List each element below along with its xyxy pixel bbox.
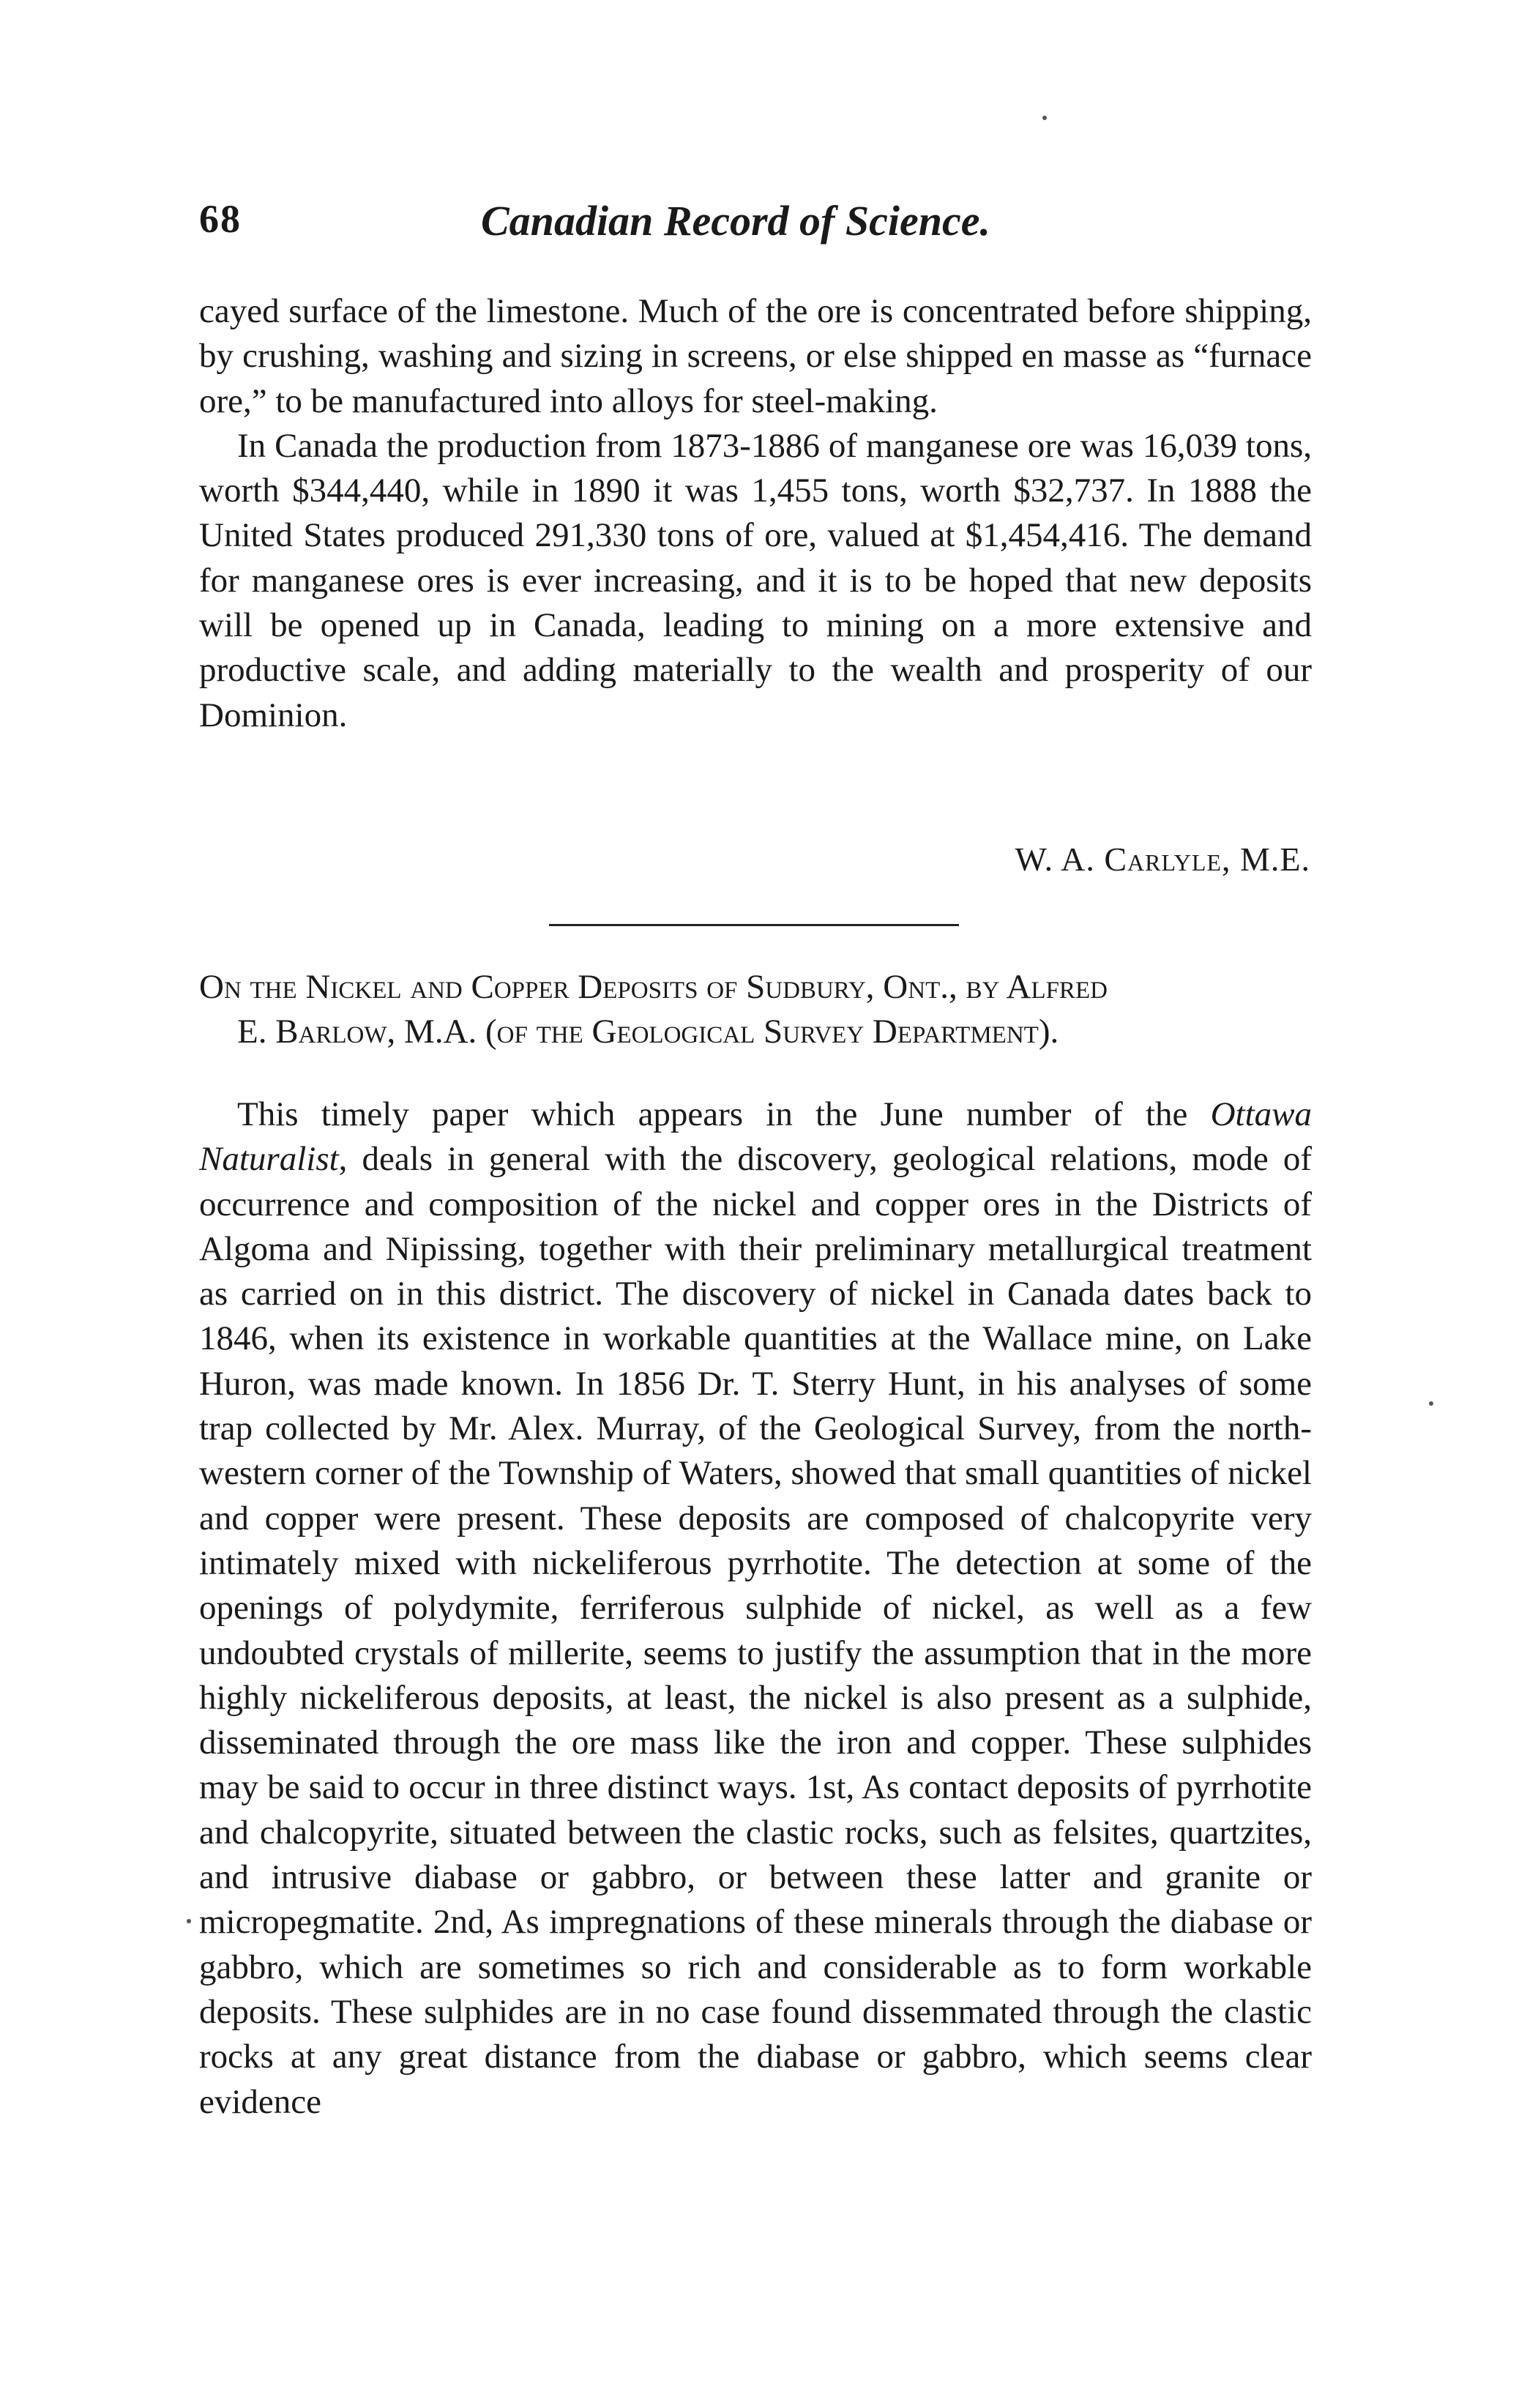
nickel-article-body [199, 1092, 1312, 2125]
paragraph: In Canada the production from 1873-1886 of manganese ore was 16,039 tons, worth $344,440, while in 1890 it was 1,455 tons, worth $32,737. In 1888 the United States produced 291,330 tons of ore, valued at $1,454,416. The demand for manganese ores is ever increasing, and it is to be hoped that new deposits will be opened up in Canada, leading to mining on a more extensive and productive scale, and adding materially to the wealth and prosperity of our Dominion. [199, 426, 1312, 734]
paragraph [199, 1092, 1312, 2125]
journal-title: Ottawa Naturalist [199, 1095, 1312, 1179]
paragraph-rest: , deals in general with the discovery, geological relations, mode of occurrence and composition of the nickel and copper ores in the Districts of Algoma and Nipissing, together with their preliminary metallurgical treatment as carried on in this district. The discovery of nickel in Canada dates back to 1846, when its existence in workable quantities at the Wallace mine, on Lake Huron, was made known. In 1856 Dr. T. Sterry Hunt, in his analyses of some trap collected by Mr. Alex. Murray, of the Geological Survey, from the north-western corner of the Township of Waters, showed that small quantities of nickel and copper were present. These deposits are composed of chalcopyrite very intimately mixed with nickeliferous pyrrhotite. The detection at some of the openings of polydymite, ferriferous sulphide of nickel, as well as a few undoubted crystals of millerite, seems to justify the assumption that in the more highly nickeliferous deposits, at least, the nickel is also present as a sulphide, disseminated through the ore mass like the iron and copper. These sulphides may be said to occur in three distinct ways. 1st, As contact deposits of pyrrhotite and chalcopyrite, situated between the clastic rocks, such as felsites, quartzites, and intrusive diabase or gabbro, or between these latter and granite or micropegmatite. 2nd, As impregnations of these minerals through the diabase or gabbro, which are sometimes so rich and considerable as to form workable deposits. These sulphides are in no case found dissemmated through the clastic rocks at any great distance from the diabase or gabbro, which seems clear evidence [199, 1140, 1312, 2121]
article-heading-line-2: E. Barlow, M.A. (of the Geological Survey Department). [237, 1013, 1059, 1051]
paragraph: cayed surface of the limestone. Much of the ore is concentrated before shipping, by crushing, washing and sizing in screens, or else shipped en masse as “furnace ore,” to be manufactured into alloys for steel-making. [199, 292, 1312, 420]
article-heading-line-1: On the Nickel and Copper Deposits of Sudbury, Ont., by Alfred [199, 968, 1108, 1006]
section-divider [549, 924, 959, 926]
paragraph-intro: This timely paper which appears in the June number of the [237, 1095, 1211, 1133]
manganese-article-continuation [199, 289, 1312, 738]
page-header [199, 196, 1312, 255]
paper-speck [187, 1919, 191, 1923]
author-signature: W. A. Carlyle, M.E. [1015, 840, 1310, 878]
running-title: Canadian Record of Science. [481, 197, 990, 245]
page-number: 68 [199, 197, 242, 241]
article-heading [199, 965, 1312, 1054]
paper-speck [1042, 116, 1047, 120]
paper-speck [1429, 1401, 1433, 1406]
